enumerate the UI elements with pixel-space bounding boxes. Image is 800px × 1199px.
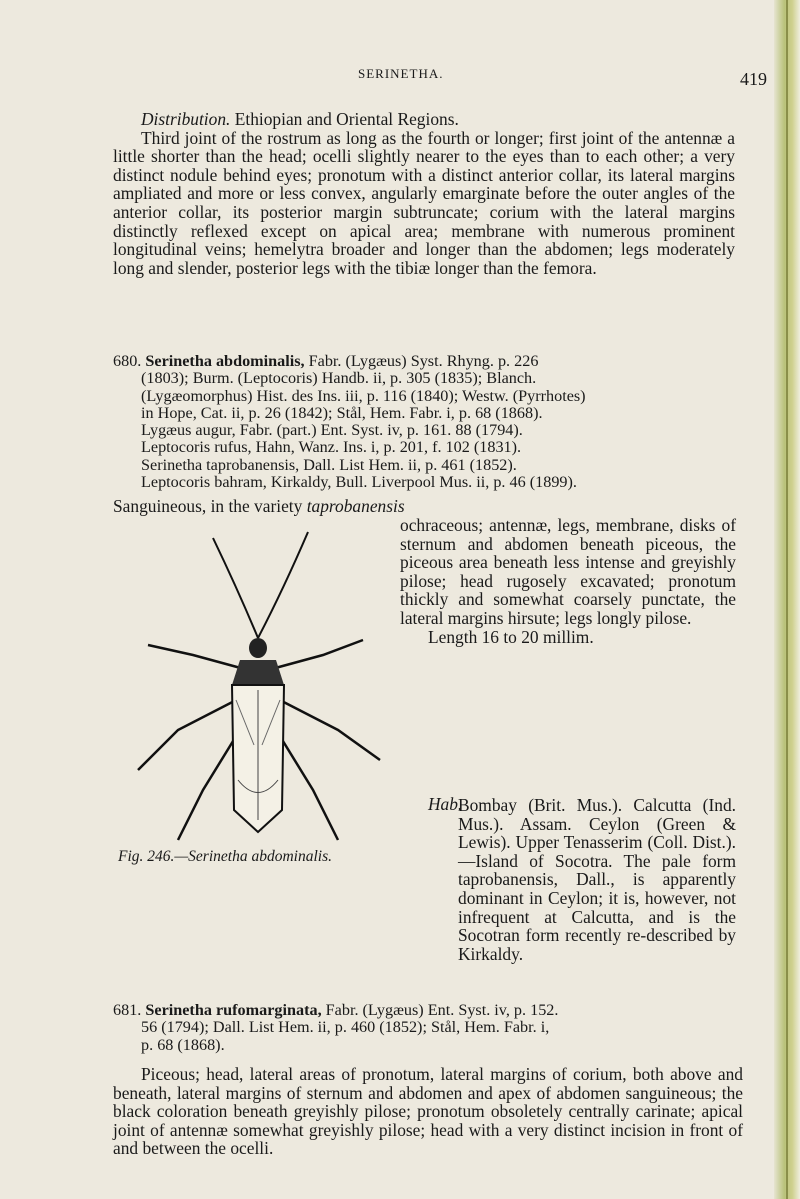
- species-name: Serinetha rufomarginata,: [145, 1001, 322, 1019]
- species-680-references: [113, 353, 743, 491]
- species-number: 680.: [113, 352, 142, 370]
- species-680-description-lead: [113, 497, 743, 516]
- species-number: 681.: [113, 1001, 142, 1019]
- page-header: [0, 66, 780, 92]
- reference-line: Fabr. (Lygæus) Syst. Rhyng. p. 226: [308, 352, 539, 370]
- species-681-references: [113, 1002, 743, 1054]
- variety-name: taprobanensis: [306, 496, 405, 516]
- reference-line: in Hope, Cat. ii, p. 26 (1842); Stål, Hem. Fabr. i, p. 68 (1868).: [141, 403, 543, 422]
- reference-line: Serinetha taprobanensis, Dall. List Hem. ii, p. 461 (1852).: [141, 455, 517, 474]
- reference-line: Leptocoris rufus, Hahn, Wanz. Ins. i, p. 201, f. 102 (1831).: [141, 438, 522, 457]
- reference-line: (1803); Burm. (Leptocoris) Handb. ii, p. 305 (1835); Blanch.: [141, 369, 537, 388]
- figure-caption: Fig. 246.—Serinetha abdominalis.: [118, 848, 332, 865]
- genus-characters: Third joint of the rostrum as long as the fourth or longer; first joint of the antennæ a little shorter than the head; ocelli slightly nearer to the eyes than to each other; a very distinct nodule behind eyes; pronotum with a distinct anterior collar, its lateral margins ampliated and more or less convex, angularly emarginate before the outer angles of the anterior collar, its posterior margin subtruncate; corium with the lateral margins distinctly reflexed except on apical area; membrane with numerous prominent longitudinal veins; hemelytra broader and longer than the abdomen; legs moderately long and slender, posterior legs with the tibiæ longer than the femora.: [113, 127, 735, 278]
- reference-line: (Lygæomorphus) Hist. des Ins. iii, p. 116 (1840); Westw. (Pyrrhotes): [141, 386, 586, 405]
- figure-246: [113, 520, 398, 870]
- reference-line: 56 (1794); Dall. List Hem. ii, p. 460 (1852); Stål, Hem. Fabr. i,: [141, 1018, 550, 1037]
- distribution-text: Ethiopian and Oriental Regions.: [230, 109, 459, 129]
- species-680-heading: [113, 353, 743, 370]
- distribution-line: [113, 110, 735, 129]
- genus-description: [113, 110, 735, 277]
- running-head: SERINETHA.: [358, 66, 444, 81]
- habitat-label: Hab.: [428, 794, 463, 814]
- distribution-label: Distribution.: [141, 109, 231, 129]
- reference-line: Leptocoris bahram, Kirkaldy, Bull. Liverpool Mus. ii, p. 46 (1899).: [141, 473, 577, 492]
- bug-illustration: [118, 520, 398, 840]
- description-lead: Sanguineous, in the variety: [113, 496, 307, 516]
- habitat-text: Bombay (Brit. Mus.). Calcutta (Ind. Mus.). Assam. Ceylon (Green & Lewis). Upper Tenasserim (Coll. Dist.).—Island of Socotra. The pale form taprobanensis, Dall., is apparently dominant in Ceylon; it is, however, not infrequent at Calcutta, and is the Socotran form recently re-described by Kirkaldy.: [458, 795, 736, 964]
- description-text: ochraceous; antennæ, legs, membrane, disks of sternum and abdomen beneath piceous, the piceous area beneath less intense and greyishly pilose; head rugosely excavated; pronotum thickly and somewhat coarsely punctate, the lateral margins hirsute; legs longly pilose.: [400, 515, 736, 628]
- species-680-description: [400, 516, 736, 646]
- reference-line: p. 68 (1868).: [141, 1035, 225, 1054]
- page-edge-line: [786, 0, 788, 1199]
- species-681-description: Piceous; head, lateral areas of pronotum, lateral margins of corium, both above and beneath, lateral margins of sternum and abdomen and apex of abdomen sanguineous; the black coloration beneath greyishly pilose; pronotum obsoletely centrally carinate; apical joint of antennæ somewhat greyishly pilose; head with a very distinct incision in front of and between the ocelli.: [113, 1064, 743, 1159]
- page-number: 419: [740, 69, 767, 89]
- species-name: Serinetha abdominalis,: [145, 352, 305, 370]
- reference-line: Lygæus augur, Fabr. (part.) Ent. Syst. iv, p. 161. 88 (1794).: [141, 421, 523, 440]
- reference-line: Fabr. (Lygæus) Ent. Syst. iv, p. 152.: [325, 1001, 559, 1019]
- species-680-habitat: [458, 795, 736, 964]
- species-681-heading: [113, 1002, 743, 1019]
- length-line: Length 16 to 20 millim.: [428, 626, 594, 647]
